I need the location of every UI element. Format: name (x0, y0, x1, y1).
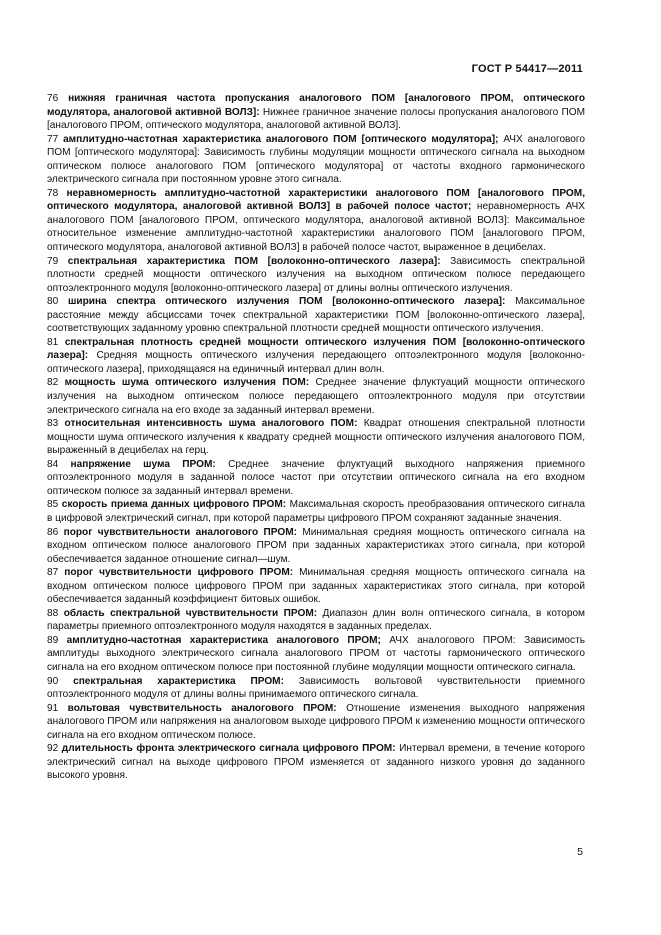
term-number: 89 (47, 634, 59, 646)
term-number: 88 (47, 607, 59, 619)
term-number: 86 (47, 526, 59, 538)
term-definition: Квадрат отношения спектральной плотности мощности шума оптического излучения к квадрату средней мощности оптического излучения аналогового ПОМ, выраженный в децибелах на герц. (47, 418, 585, 457)
term-number: 91 (47, 702, 59, 714)
term-number: 90 (47, 675, 59, 687)
term-definition: Средняя мощность оптического излучения передающего оптоэлектронного модуля [волоконно-оптического лазера], приходящаяся на единичный интервал длин волн. (47, 350, 585, 375)
term-number: 85 (47, 499, 59, 511)
term-title: порог чувствительности цифрового ПРОМ: (64, 567, 294, 579)
term-title: вольтовая чувствительность аналогового ПРОМ: (67, 702, 337, 714)
term-definition: Среднее значение флуктуаций мощности оптического излучения на выходном оптическом полюсе передающего оптоэлектронного модуля при отсутствии электрического сигнала на его входе за заданный интервал времени. (47, 377, 585, 416)
term-title: амплитудно-частотная характеристика аналогового ПОМ [оптического модулятора]; (63, 133, 499, 145)
term-number: 87 (47, 567, 59, 579)
term-definition: Минимальная средняя мощность оптического сигнала на входном оптическом полюсе цифрового ПРОМ при заданных характеристиках этого сигнала, при которой обеспечивается заданный коэффициент битовых ошибок. (47, 567, 585, 606)
term-entry (47, 336, 585, 377)
term-title: напряжение шума ПРОМ: (70, 458, 216, 470)
term-entry (47, 566, 585, 607)
term-entry (47, 295, 585, 336)
term-definition: АЧХ аналогового ПРОМ: Зависимость амплитуды выходного электрического сигнала аналогового ПРОМ от частоты гармонического оптического сигнала на его входном оптическом полюсе при постоянной глубине модуляции мощности оптического сигнала. (47, 634, 585, 673)
terms-list (47, 92, 585, 783)
term-definition: Максимальная скорость преобразования оптического сигнала в цифровой электрический сигнал, при которой параметры цифрового ПРОМ сохраняют заданные значения. (47, 499, 585, 524)
term-definition: Среднее значение флуктуаций выходного напряжения приемного оптоэлектронного модуля в заданной полосе частот при отсутствии оптического сигнала на его входном оптическом полюсе за заданный интервал времени. (47, 458, 586, 497)
term-definition: Минимальная средняя мощность оптического сигнала на входном оптическом полюсе аналогового ПРОМ при заданных характеристиках этого сигнала, при которой обеспечивается заданное отношение сигнал—шум. (47, 526, 585, 565)
page-number: 5 (577, 846, 583, 858)
term-title: относительная интенсивность шума аналогового ПОМ: (64, 418, 358, 430)
term-entry (47, 675, 585, 702)
term-entry (47, 702, 585, 743)
term-number: 80 (47, 296, 59, 308)
term-number: 84 (47, 458, 59, 470)
term-title: длительность фронта электрического сигнала цифрового ПРОМ: (61, 743, 396, 755)
term-definition: Интервал времени, в течение которого электрический сигнал на выходе цифрового ПРОМ изменяется от заданного низкого уровня до заданного высокого уровня. (47, 743, 586, 782)
term-number: 82 (47, 377, 59, 389)
term-entry (47, 255, 585, 296)
term-number: 76 (47, 93, 59, 104)
term-entry (47, 417, 585, 458)
term-title: область спектральной чувствительности ПРОМ: (63, 607, 318, 619)
term-number: 78 (47, 187, 59, 199)
document-code: ГОСТ Р 54417—2011 (471, 63, 583, 75)
term-entry (47, 376, 585, 417)
term-title: амплитудно-частотная характеристика аналогового ПРОМ; (66, 634, 381, 646)
term-definition: Зависимость вольтовой чувствительности приемного оптоэлектронного модуля от длины волны принимаемого оптического сигнала. (47, 675, 585, 701)
term-title: мощность шума оптического излучения ПОМ: (64, 377, 310, 389)
term-entry (47, 187, 585, 255)
term-entry (47, 133, 585, 187)
term-title: нижняя граничная частота пропускания аналогового ПОМ [аналогового ПРОМ, оптического модулятора, аналоговой активной ВОЛЗ]: (47, 93, 585, 118)
term-title: спектральная характеристика ПРОМ: (73, 675, 284, 687)
term-entry (47, 92, 585, 133)
term-number: 77 (47, 133, 59, 145)
term-entry (47, 742, 585, 783)
term-number: 83 (47, 418, 59, 430)
term-definition: Диапазон длин волн оптического сигнала, в котором параметры приемного оптоэлектронного модуля находятся в заданных пределах. (47, 607, 585, 633)
term-title: ширина спектра оптического излучения ПОМ [волоконно-оптического лазера]: (67, 296, 506, 308)
term-entry (47, 526, 585, 567)
term-entry (47, 634, 585, 675)
term-entry (47, 498, 585, 525)
term-definition: неравномерность АЧХ аналогового ПОМ [аналогового ПРОМ, оптического модулятора, аналоговой активной ВОЛЗ]: Максимальное относительное изменение амплитудно-частотной характеристики аналогового ПОМ [аналогового ПРОМ, оптического модулятора, аналоговой активной ВОЛЗ] в рабочей полосе частот, выраженное в децибелах. (47, 201, 585, 254)
term-title: скорость приема данных цифрового ПРОМ: (61, 499, 287, 511)
term-definition: Максимальное расстояние между абсциссами точек спектральной характеристики ПОМ [волоконно-оптического лазера], соответствующих заданному уровню спектральной плотности средней мощности оптического излучения. (47, 296, 585, 335)
term-title: спектральная характеристика ПОМ [волоконно-оптического лазера]: (67, 255, 441, 267)
term-entry (47, 607, 585, 634)
term-definition: Нижнее граничное значение полосы пропускания аналогового ПОМ [аналогового ПРОМ, оптического модулятора, аналоговой активной ВОЛЗ]. (47, 106, 585, 132)
term-title: спектральная плотность средней мощности оптического излучения ПОМ [волоконно-оптического лазера]: (47, 336, 585, 362)
term-number: 79 (47, 255, 59, 267)
term-entry (47, 458, 585, 499)
term-title: неравномерность амплитудно-частотной характеристики аналогового ПОМ [аналогового ПРОМ, оптического модулятора, аналоговой активной ВОЛЗ] в рабочей полосе частот; (47, 187, 586, 213)
term-definition: Отношение изменения выходного напряжения аналогового ПРОМ или напряжения на аналоговом выходе цифрового ПРОМ к изменению мощности оптического сигнала на его входном оптическом полюсе. (47, 702, 585, 741)
term-number: 81 (47, 336, 59, 348)
term-number: 92 (47, 743, 59, 755)
term-definition: АЧХ аналогового ПОМ [оптического модулятора]: Зависимость глубины модуляции мощности оптического сигнала на выходном оптическом полюсе аналогового ПОМ [оптического модулятора] от частоты входного гармонического электрического сигнала при постоянном уровне этого сигнала. (47, 133, 585, 186)
term-definition: Зависимость спектральной плотности средней мощности оптического излучения на выходном оптическом полюсе передающего оптоэлектронного модуля [волоконно-оптического лазера] от длины волны оптического излучения. (47, 255, 585, 294)
term-title: порог чувствительности аналогового ПРОМ: (63, 526, 297, 538)
